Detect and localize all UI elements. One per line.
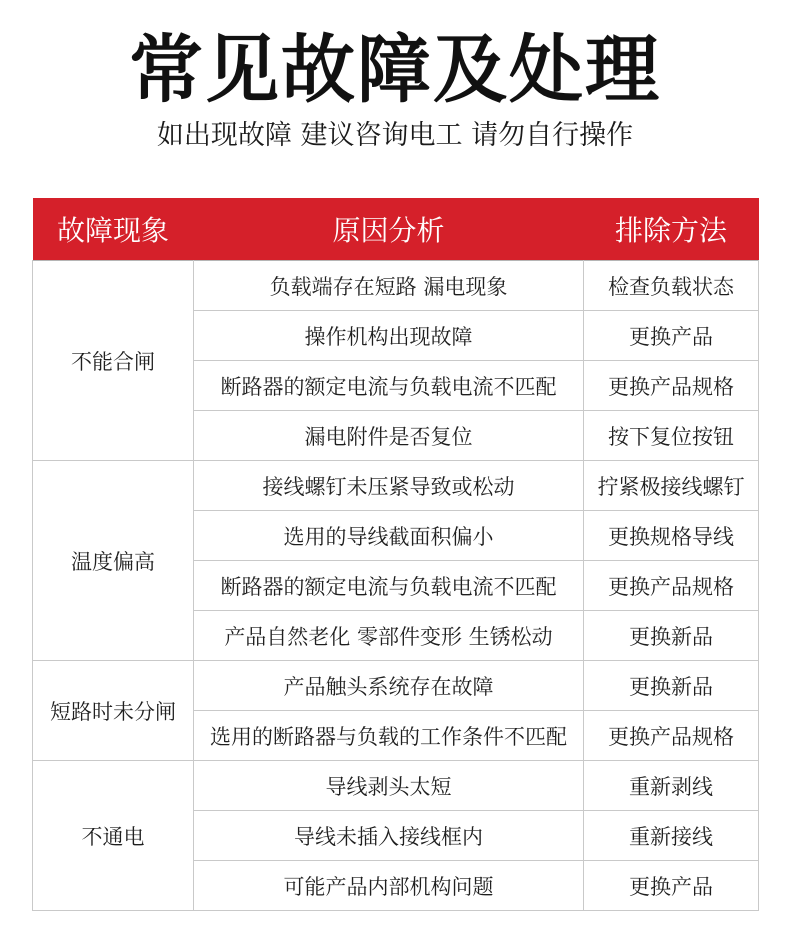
table-header bbox=[33, 198, 759, 261]
cause-cell: 产品触头系统存在故障 bbox=[194, 661, 584, 711]
fault-table-container bbox=[32, 198, 758, 911]
cause-cell: 操作机构出现故障 bbox=[194, 311, 584, 361]
symptom-cell: 温度偏高 bbox=[33, 461, 194, 661]
table-row bbox=[33, 661, 759, 711]
cause-cell: 断路器的额定电流与负载电流不匹配 bbox=[194, 561, 584, 611]
column-header-fix: 排除方法 bbox=[584, 198, 759, 261]
fix-cell: 更换产品规格 bbox=[584, 561, 759, 611]
cause-cell: 断路器的额定电流与负载电流不匹配 bbox=[194, 361, 584, 411]
cause-cell: 负载端存在短路 漏电现象 bbox=[194, 261, 584, 311]
cause-cell: 导线剥头太短 bbox=[194, 761, 584, 811]
symptom-cell: 不通电 bbox=[33, 761, 194, 911]
table-body bbox=[33, 261, 759, 911]
cause-cell: 可能产品内部机构问题 bbox=[194, 861, 584, 911]
page-title: 常见故障及处理 bbox=[129, 27, 661, 113]
table-row bbox=[33, 761, 759, 811]
page-subtitle: 如出现故障 建议咨询电工 请勿自行操作 bbox=[156, 120, 634, 151]
fix-cell: 检查负载状态 bbox=[584, 261, 759, 311]
fix-cell: 更换新品 bbox=[584, 611, 759, 661]
fix-cell: 更换产品规格 bbox=[584, 361, 759, 411]
column-header-cause: 原因分析 bbox=[194, 198, 584, 261]
fix-cell: 更换产品规格 bbox=[584, 711, 759, 761]
cause-cell: 导线未插入接线框内 bbox=[194, 811, 584, 861]
fault-table bbox=[32, 198, 759, 911]
fix-cell: 更换规格导线 bbox=[584, 511, 759, 561]
cause-cell: 接线螺钉未压紧导致或松动 bbox=[194, 461, 584, 511]
symptom-cell: 短路时未分闸 bbox=[33, 661, 194, 761]
cause-cell: 选用的导线截面积偏小 bbox=[194, 511, 584, 561]
fix-cell: 按下复位按钮 bbox=[584, 411, 759, 461]
fix-cell: 更换产品 bbox=[584, 311, 759, 361]
column-header-symptom: 故障现象 bbox=[33, 198, 194, 261]
table-row bbox=[33, 261, 759, 311]
cause-cell: 产品自然老化 零部件变形 生锈松动 bbox=[194, 611, 584, 661]
cause-cell: 选用的断路器与负载的工作条件不匹配 bbox=[194, 711, 584, 761]
fix-cell: 重新剥线 bbox=[584, 761, 759, 811]
symptom-cell: 不能合闸 bbox=[33, 261, 194, 461]
table-row bbox=[33, 461, 759, 511]
cause-cell: 漏电附件是否复位 bbox=[194, 411, 584, 461]
fix-cell: 拧紧极接线螺钉 bbox=[584, 461, 759, 511]
fix-cell: 更换新品 bbox=[584, 661, 759, 711]
fix-cell: 更换产品 bbox=[584, 861, 759, 911]
fix-cell: 重新接线 bbox=[584, 811, 759, 861]
